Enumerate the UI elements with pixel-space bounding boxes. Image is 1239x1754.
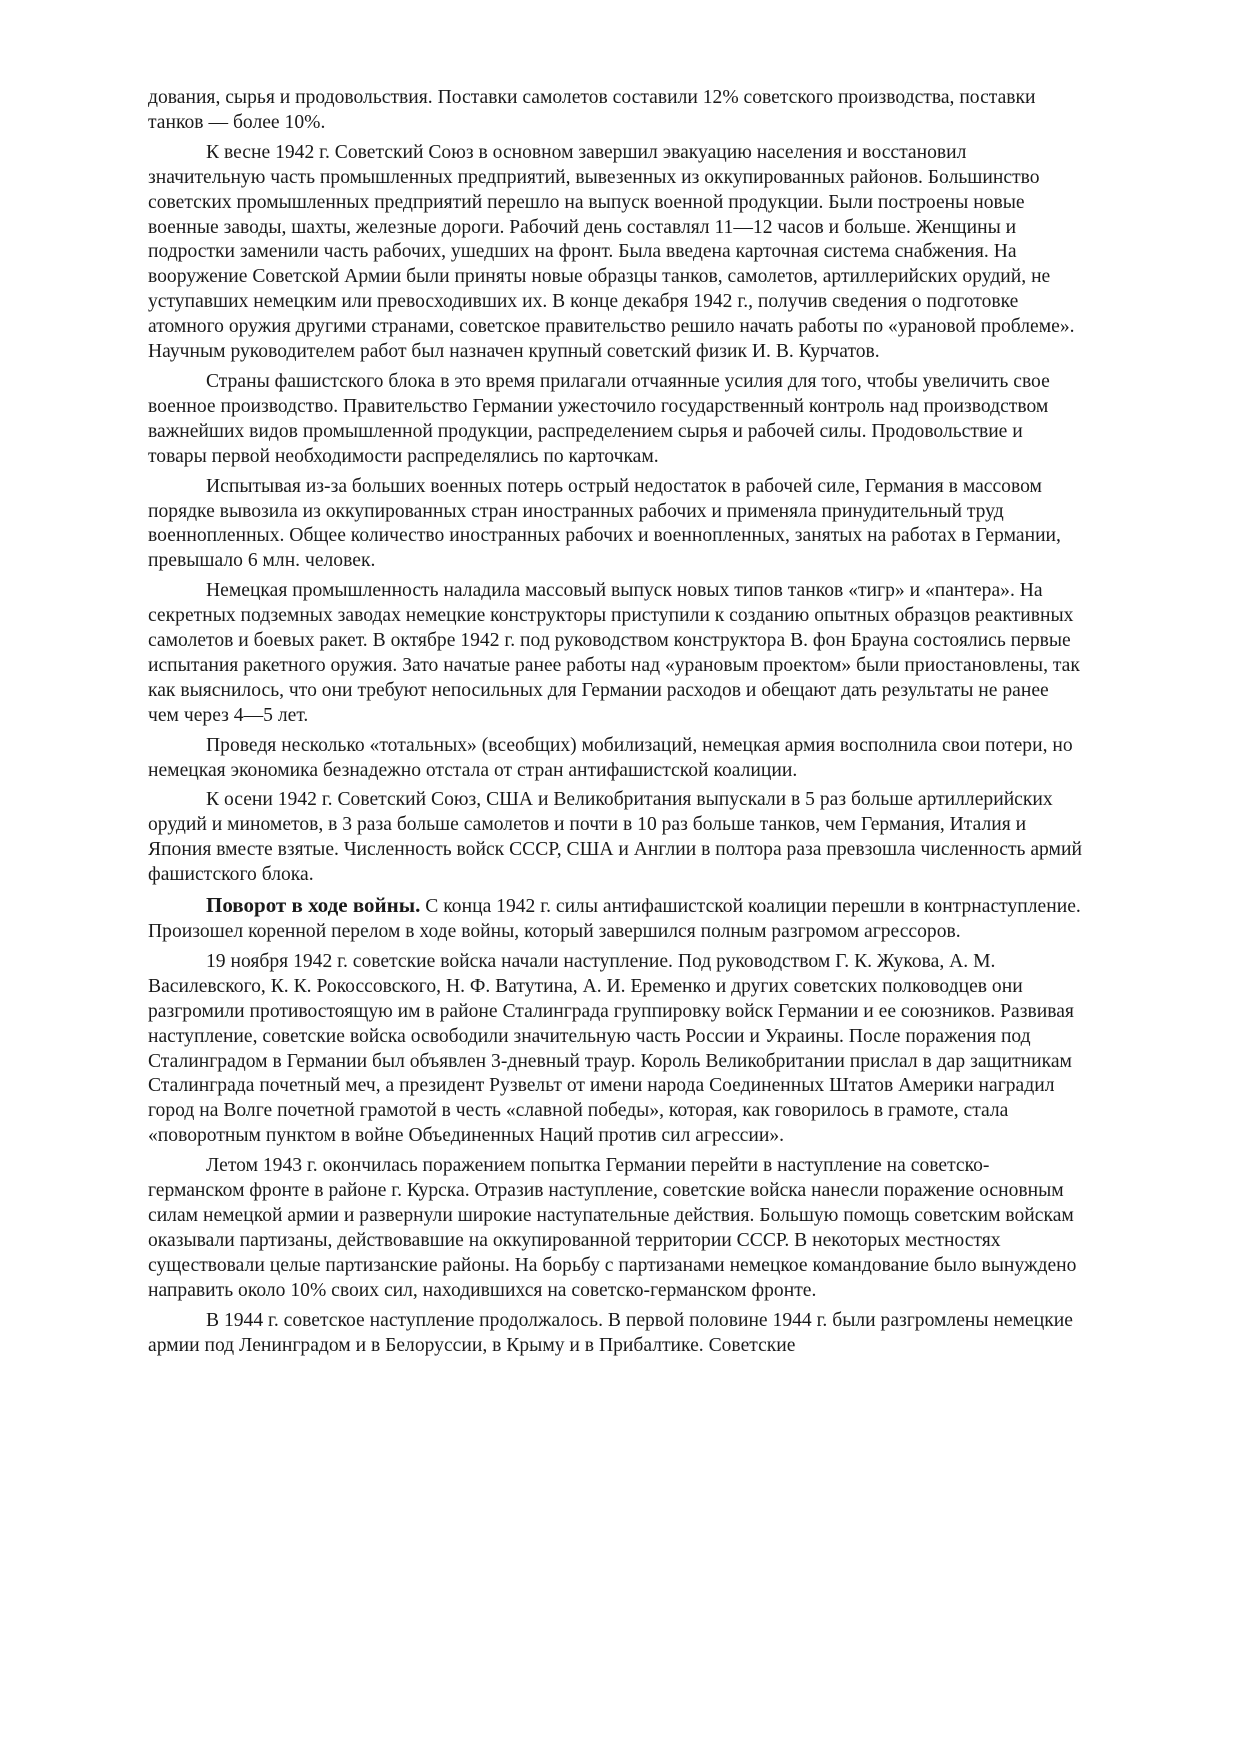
section-paragraph [148, 893, 1083, 945]
paragraph: дования, сырья и продовольствия. Поставки самолетов составили 12% советского производства, поставки танков — более 10%. [148, 87, 1036, 133]
section-lead-text: С конца 1942 г. силы антифашистской коалиции перешли в контрнаступление. Произошел коренной перелом в ходе войны, который завершился полным разгромом агрессоров. [148, 896, 1081, 942]
section-heading: Поворот в ходе войны. [206, 893, 421, 918]
paragraph: Проведя несколько «тотальных» (всеобщих) мобилизаций, немецкая армия восполнила свои потери, но немецкая экономика безнадежно отстала от стран антифашистской коалиции. [148, 734, 1073, 781]
paragraph: Страны фашистского блока в это время прилагали отчаянные усилия для того, чтобы увеличить свое военное производство. Правительство Германии ужесточило государственный контроль над производством важнейших видов промышленной продукции, распределением сырья и рабочей силы. Продовольствие и товары первой необходимости распределялись по карточкам. [148, 370, 1050, 467]
paragraph: 19 ноября 1942 г. советские войска начали наступление. Под руководством Г. К. Жукова, А. М. Василевского, К. К. Рокоссовского, Н. Ф. Ватутина, А. И. Еременко и других советских полководцев они разгромили противостоящую им в районе Сталинграда группировку войск Германии и ее союзников. Развивая наступление, советские войска освободили значительную часть России и Украины. После поражения под Сталинградом в Германии был объявлен 3-дневный траур. Король Великобритании прислал в дар защитникам Сталинграда почетный меч, а президент Рузвельт от имени народа Соединенных Штатов Америки наградил город на Волге почетной грамотой в честь «славной победы», которая, как говорилось в грамоте, стала «поворотным пунктом в войне Объединенных Наций против сил агрессии». [148, 950, 1074, 1147]
paragraph: Летом 1943 г. окончилась поражением попытка Германии перейти в наступление на советско-германском фронте в районе г. Курска. Отразив наступление, советские войска нанесли поражение основным силам немецкой армии и развернули широкие наступательные действия. Большую помощь советским войскам оказывали партизаны, действовавшие на оккупированной территории СССР. В некоторых местностях существовали целые партизанские районы. На борьбу с партизанами немецкое командование было вынуждено направить около 10% своих сил, находившихся на советско-германском фронте. [148, 1155, 1077, 1301]
paragraph: Испытывая из-за больших военных потерь острый недостаток в рабочей силе, Германия в массовом порядке вывозила из оккупированных стран иностранных рабочих и применяла принудительный труд военнопленных. Общее количество иностранных рабочих и военнопленных, занятых на работах в Германии, превышало 6 млн. человек. [148, 475, 1061, 572]
paragraph: К осени 1942 г. Советский Союз, США и Великобритания выпускали в 5 раз больше артиллерийских орудий и минометов, в 3 раза больше самолетов и почти в 10 раз больше танков, чем Германия, Италия и Япония вместе взятые. Численность войск СССР, США и Англии в полтора раза превзошла численность армий фашистского блока. [148, 789, 1082, 886]
paragraph: Немецкая промышленность наладила массовый выпуск новых типов танков «тигр» и «пантера». На секретных подземных заводах немецкие конструкторы приступили к созданию опытных образцов реактивных самолетов и боевых ракет. В октябре 1942 г. под руководством конструктора В. фон Брауна состоялись первые испытания ракетного оружия. Зато начатые ранее работы над «урановым проектом» были приостановлены, так как выяснилось, что они требуют непосильных для Германии расходов и обещают дать результаты не ранее чем через 4—5 лет. [148, 580, 1080, 726]
paragraph: В 1944 г. советское наступление продолжалось. В первой половине 1944 г. были разгромлены немецкие армии под Ленинградом и в Белоруссии, в Крыму и в Прибалтике. Советские [148, 1309, 1073, 1356]
paragraph: К весне 1942 г. Советский Союз в основном завершил эвакуацию населения и восстановил значительную часть промышленных предприятий, вывезенных из оккупированных районов. Большинство советских промышленных предприятий перешло на выпуск военной продукции. Были построены новые военные заводы, шахты, железные дороги. Рабочий день составлял 11—12 часов и больше. Женщины и подростки заменили часть рабочих, ушедших на фронт. Была введена карточная система снабжения. На вооружение Советской Армии были приняты новые образцы танков, самолетов, артиллерийских орудий, не уступавших немецким или превосходивших их. В конце декабря 1942 г., получив сведения о подготовке атомного оружия другими странами, советское правительство решило начать работы по «урановой проблеме». Научным руководителем работ был назначен крупный советский физик И. В. Курчатов. [148, 141, 1075, 363]
document-page [148, 86, 1083, 1363]
